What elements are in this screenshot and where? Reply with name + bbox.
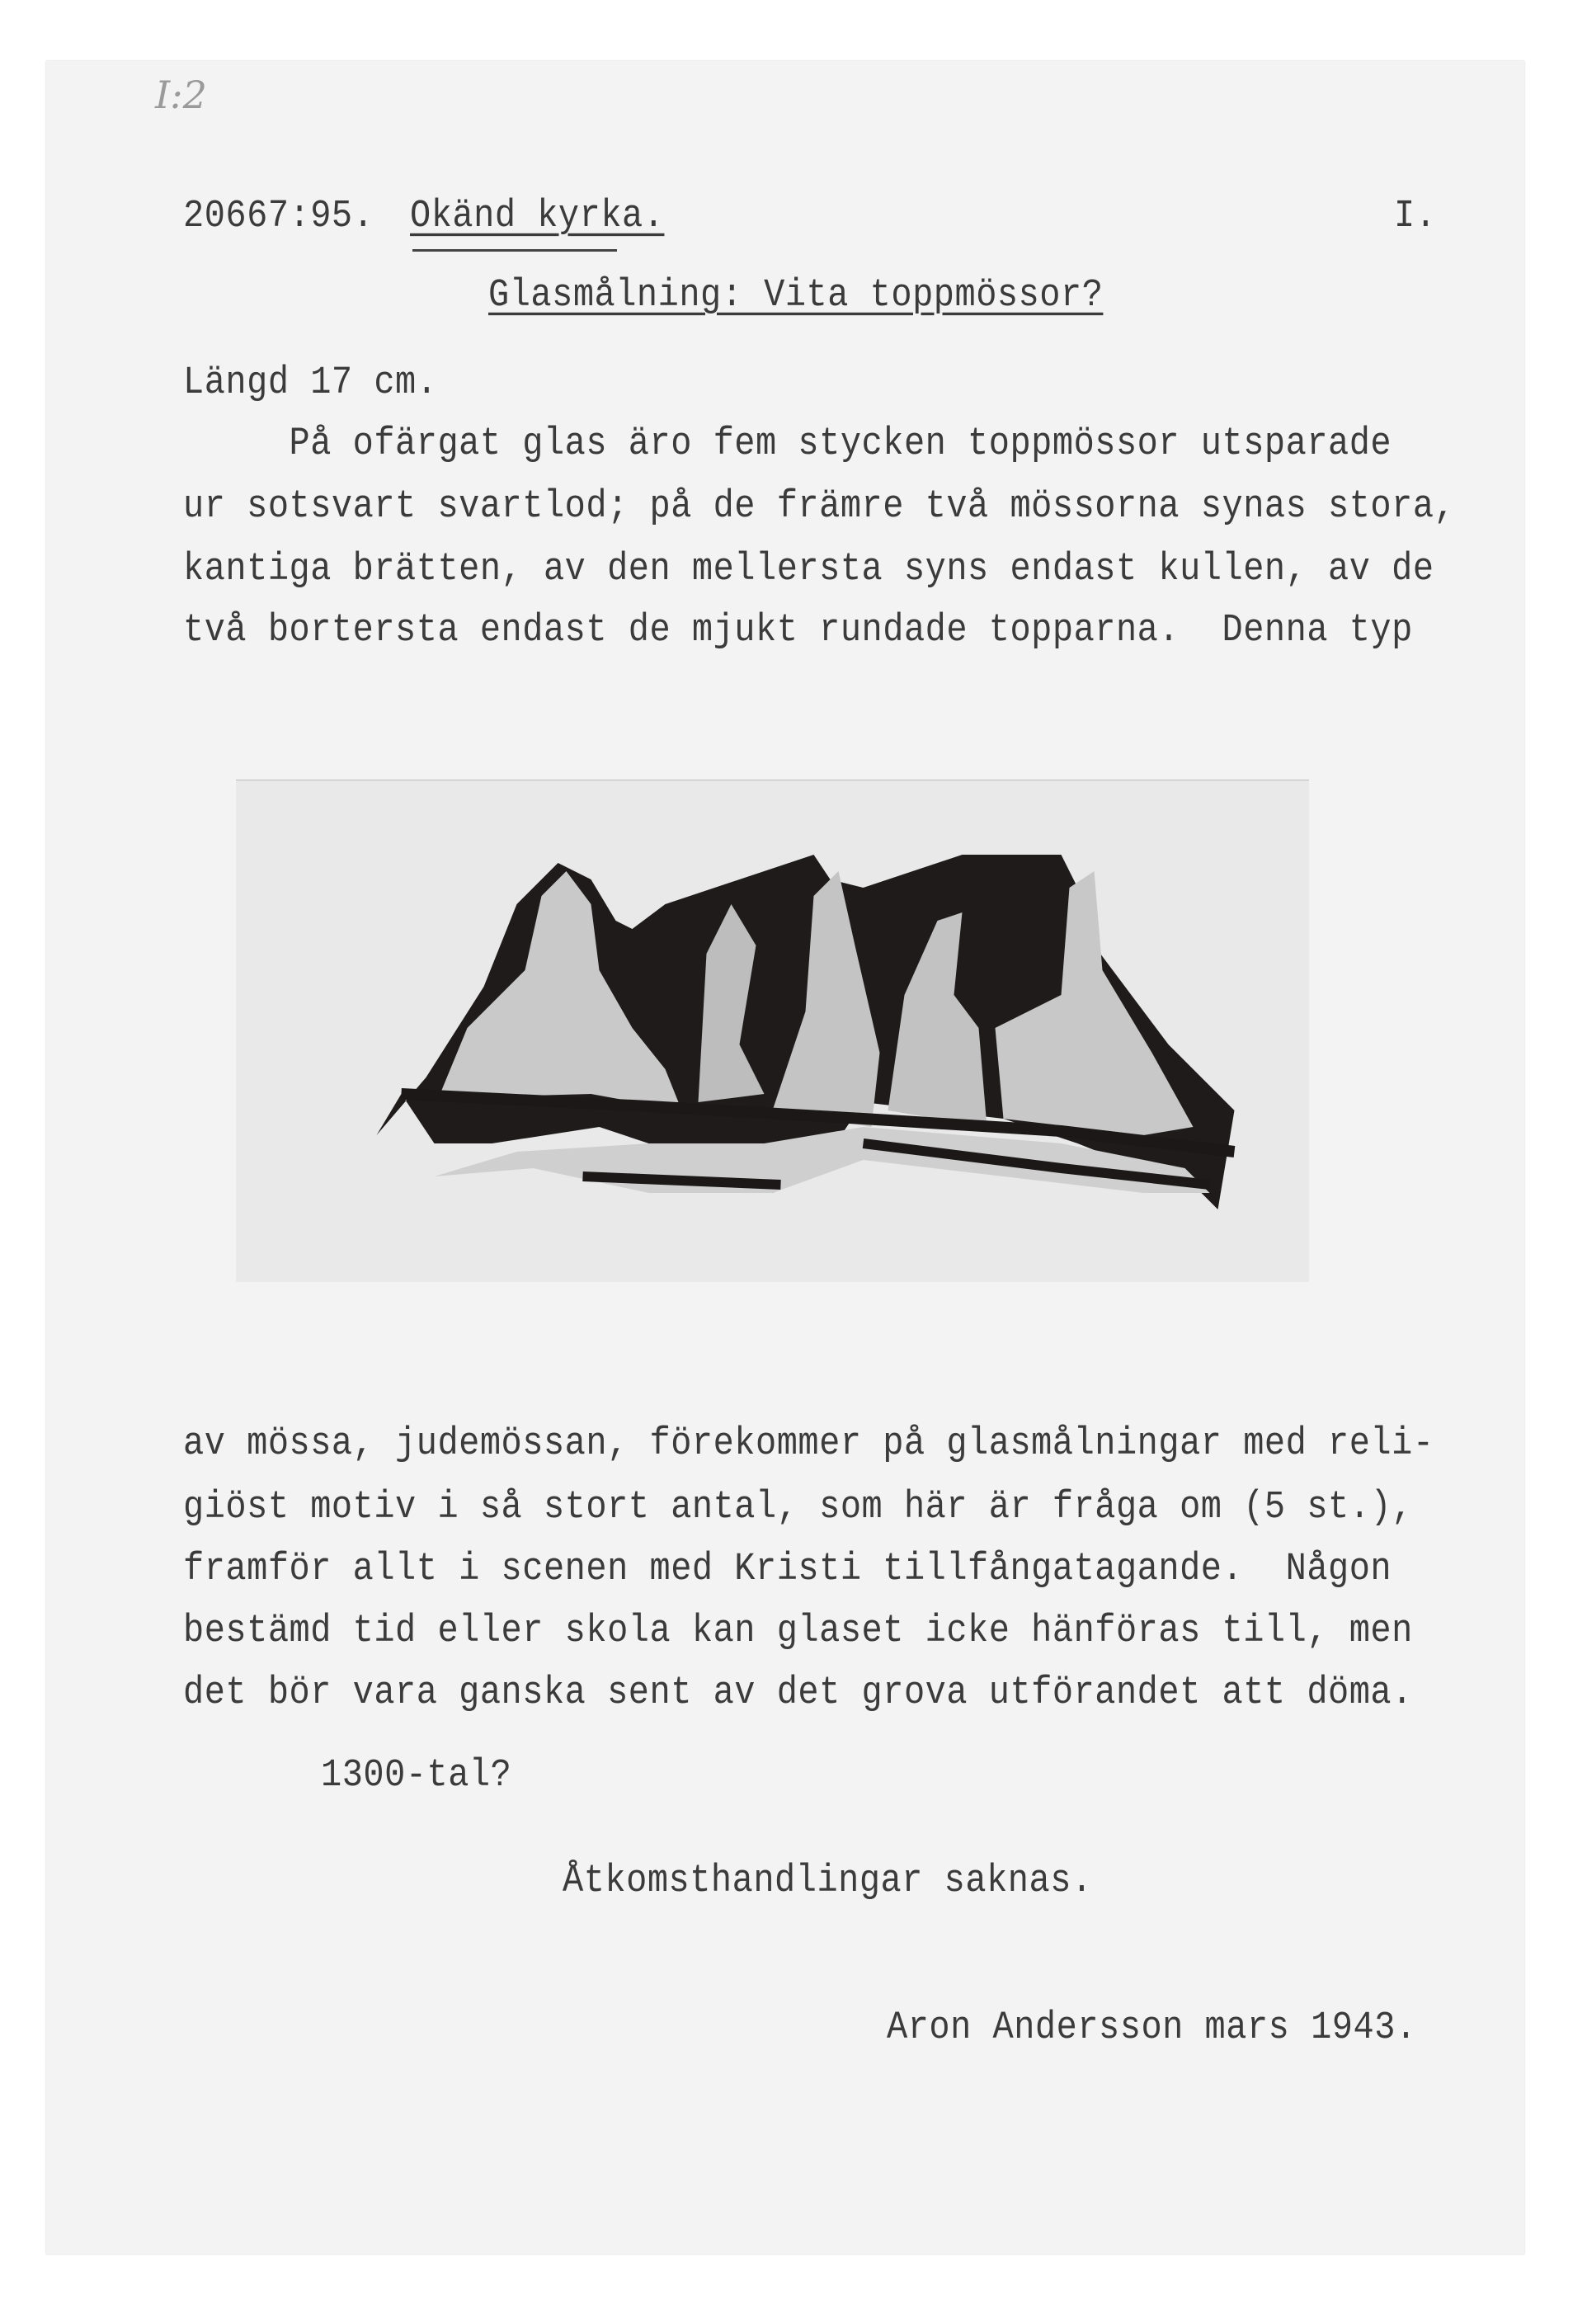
text-line: framför allt i scenen med Kristi tillfångatagande. Någon — [183, 1546, 1392, 1591]
acquisition-note: Åtkomsthandlingar saknas. — [563, 1858, 1093, 1903]
text-line: två bortersta endast de mjukt rundade topparna. Denna typ — [183, 607, 1413, 653]
length: Längd 17 cm. — [183, 360, 438, 405]
text-line: ur sotsvart svartlod; på de främre två mössorna synas stora, — [183, 483, 1456, 529]
glass-painting-photo — [236, 780, 1309, 1282]
dating: 1300-tal? — [321, 1752, 512, 1798]
text-line: av mössa, judemössan, förekommer på glasmålningar med reli- — [183, 1421, 1434, 1466]
double-underline — [412, 249, 617, 252]
page-number: I. — [1394, 193, 1437, 238]
text-line: det bör vara ganska sent av det grova utförandet att döma. — [183, 1670, 1413, 1715]
signature: Aron Andersson mars 1943. — [887, 2005, 1417, 2050]
text-line: kantiga brätten, av den mellersta syns endast kullen, av de — [183, 546, 1434, 592]
glass-fragment-image — [236, 780, 1309, 1282]
church-name: Okänd kyrka. — [410, 193, 665, 238]
catalog-number: 20667:95. — [183, 193, 374, 238]
text-line: giöst motiv i så stort antal, som här är fråga om (5 st.), — [183, 1484, 1413, 1530]
subtitle: Glasmålning: Vita toppmössor? — [488, 272, 1104, 318]
text-line: På ofärgat glas äro fem stycken toppmössor utsparade — [183, 421, 1392, 466]
text-line: bestämd tid eller skola kan glaset icke hänföras till, men — [183, 1608, 1413, 1653]
handwritten-mark: I:2 — [155, 73, 207, 117]
